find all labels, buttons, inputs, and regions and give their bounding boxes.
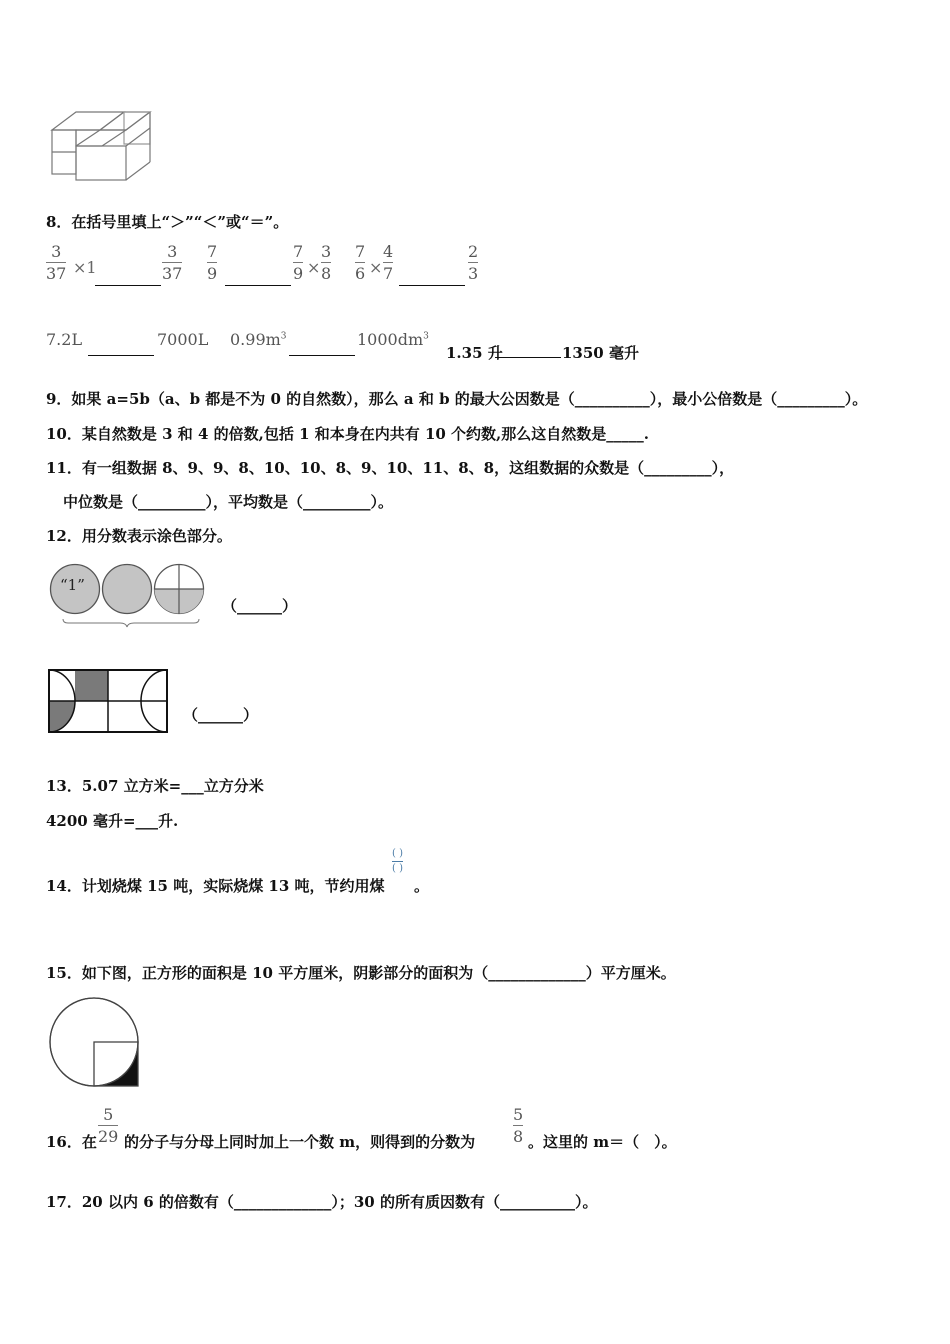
answer-blank[interactable] [88, 355, 154, 356]
times-one: ×1 [73, 258, 97, 277]
rectangle-figure [47, 668, 169, 734]
question-13-line-2: 4200 毫升=___升. [46, 812, 179, 830]
question-12-title: 12．用分数表示涂色部分。 [46, 527, 232, 545]
answer-blank[interactable] [95, 285, 161, 286]
fraction: $\frac{7}{9}$ [293, 242, 304, 283]
cube-figure [46, 106, 156, 184]
question-10: 10．某自然数是 3 和 4 的倍数,包括 1 和本身在内共有 10 个约数,那么这自然数是_____. [46, 425, 650, 443]
question-11-line-2: 中位数是（_________），平均数是（_________）。 [63, 493, 394, 511]
answer-circles[interactable]: （______） [222, 597, 298, 615]
question-14: 14．计划烧煤 15 吨，实际烧煤 13 吨，节约用煤 [46, 877, 385, 895]
question-15: 15．如下图，正方形的面积是 10 平方厘米，阴影部分的面积为（_____________）平方厘米。 [46, 964, 676, 982]
volume-7-2L: 7.2L [46, 330, 83, 349]
volume-7000L: 7000L [157, 330, 209, 349]
question-11-line-1: 11．有一组数据 8、9、9、8、10、10、8、9、10、11、8、8，这组数据的众数是（_________）， [46, 459, 735, 477]
question-16-suffix: 。这里的 m＝（ ）。 [528, 1133, 677, 1151]
circles-figure [46, 561, 208, 631]
volume-1000dm3: $1000dm^3$ [357, 330, 429, 349]
fraction-placeholder[interactable]: ( ) ( ) [392, 848, 403, 874]
question-16-prefix: 16．在 [46, 1133, 97, 1151]
circle-square-figure [46, 996, 144, 1088]
circle-one-label: “1” [60, 576, 85, 594]
answer-rectangle[interactable]: （______） [183, 706, 259, 724]
volume-1-35-liters: 1.35 升 [446, 344, 503, 362]
volume-0-99m3: $0.99m^3$ [230, 330, 287, 349]
fraction-5-8: $\frac{5}{8}$ [513, 1105, 524, 1146]
question-17: 17．20 以内 6 的倍数有（_____________）；30 的所有质因数有（__________）。 [46, 1193, 598, 1211]
fraction: $\frac{3}{37}$ [46, 242, 67, 283]
fraction: $\frac{2}{3}$ [468, 242, 479, 283]
period: 。 [414, 877, 430, 895]
question-8-title: 8．在括号里填上“＞”“＜”或“＝”。 [46, 213, 289, 231]
times-sign: × [307, 258, 321, 277]
answer-blank[interactable] [495, 357, 561, 358]
answer-blank[interactable] [225, 285, 291, 286]
fraction: $\frac{4}{7}$ [383, 242, 394, 283]
volume-1350-ml: 1350 毫升 [562, 344, 639, 362]
question-13-line-1: 13．5.07 立方米=___立方分米 [46, 777, 264, 795]
times-sign: × [369, 258, 383, 277]
fraction: $\frac{3}{37}$ [162, 242, 183, 283]
answer-blank[interactable] [399, 285, 465, 286]
question-9: 9．如果 a=5b（a、b 都是不为 0 的自然数），那么 a 和 b 的最大公因数是（__________），最小公倍数是（_________）。 [46, 390, 868, 408]
fraction: $\frac{7}{6}$ [355, 242, 366, 283]
question-16-middle: 的分子与分母上同时加上一个数 m，则得到的分数为 [124, 1133, 476, 1151]
fraction: $\frac{7}{9}$ [207, 242, 218, 283]
fraction: $\frac{3}{8}$ [321, 242, 332, 283]
answer-blank[interactable] [289, 355, 355, 356]
fraction-5-29: $\frac{5}{29}$ [98, 1105, 119, 1146]
